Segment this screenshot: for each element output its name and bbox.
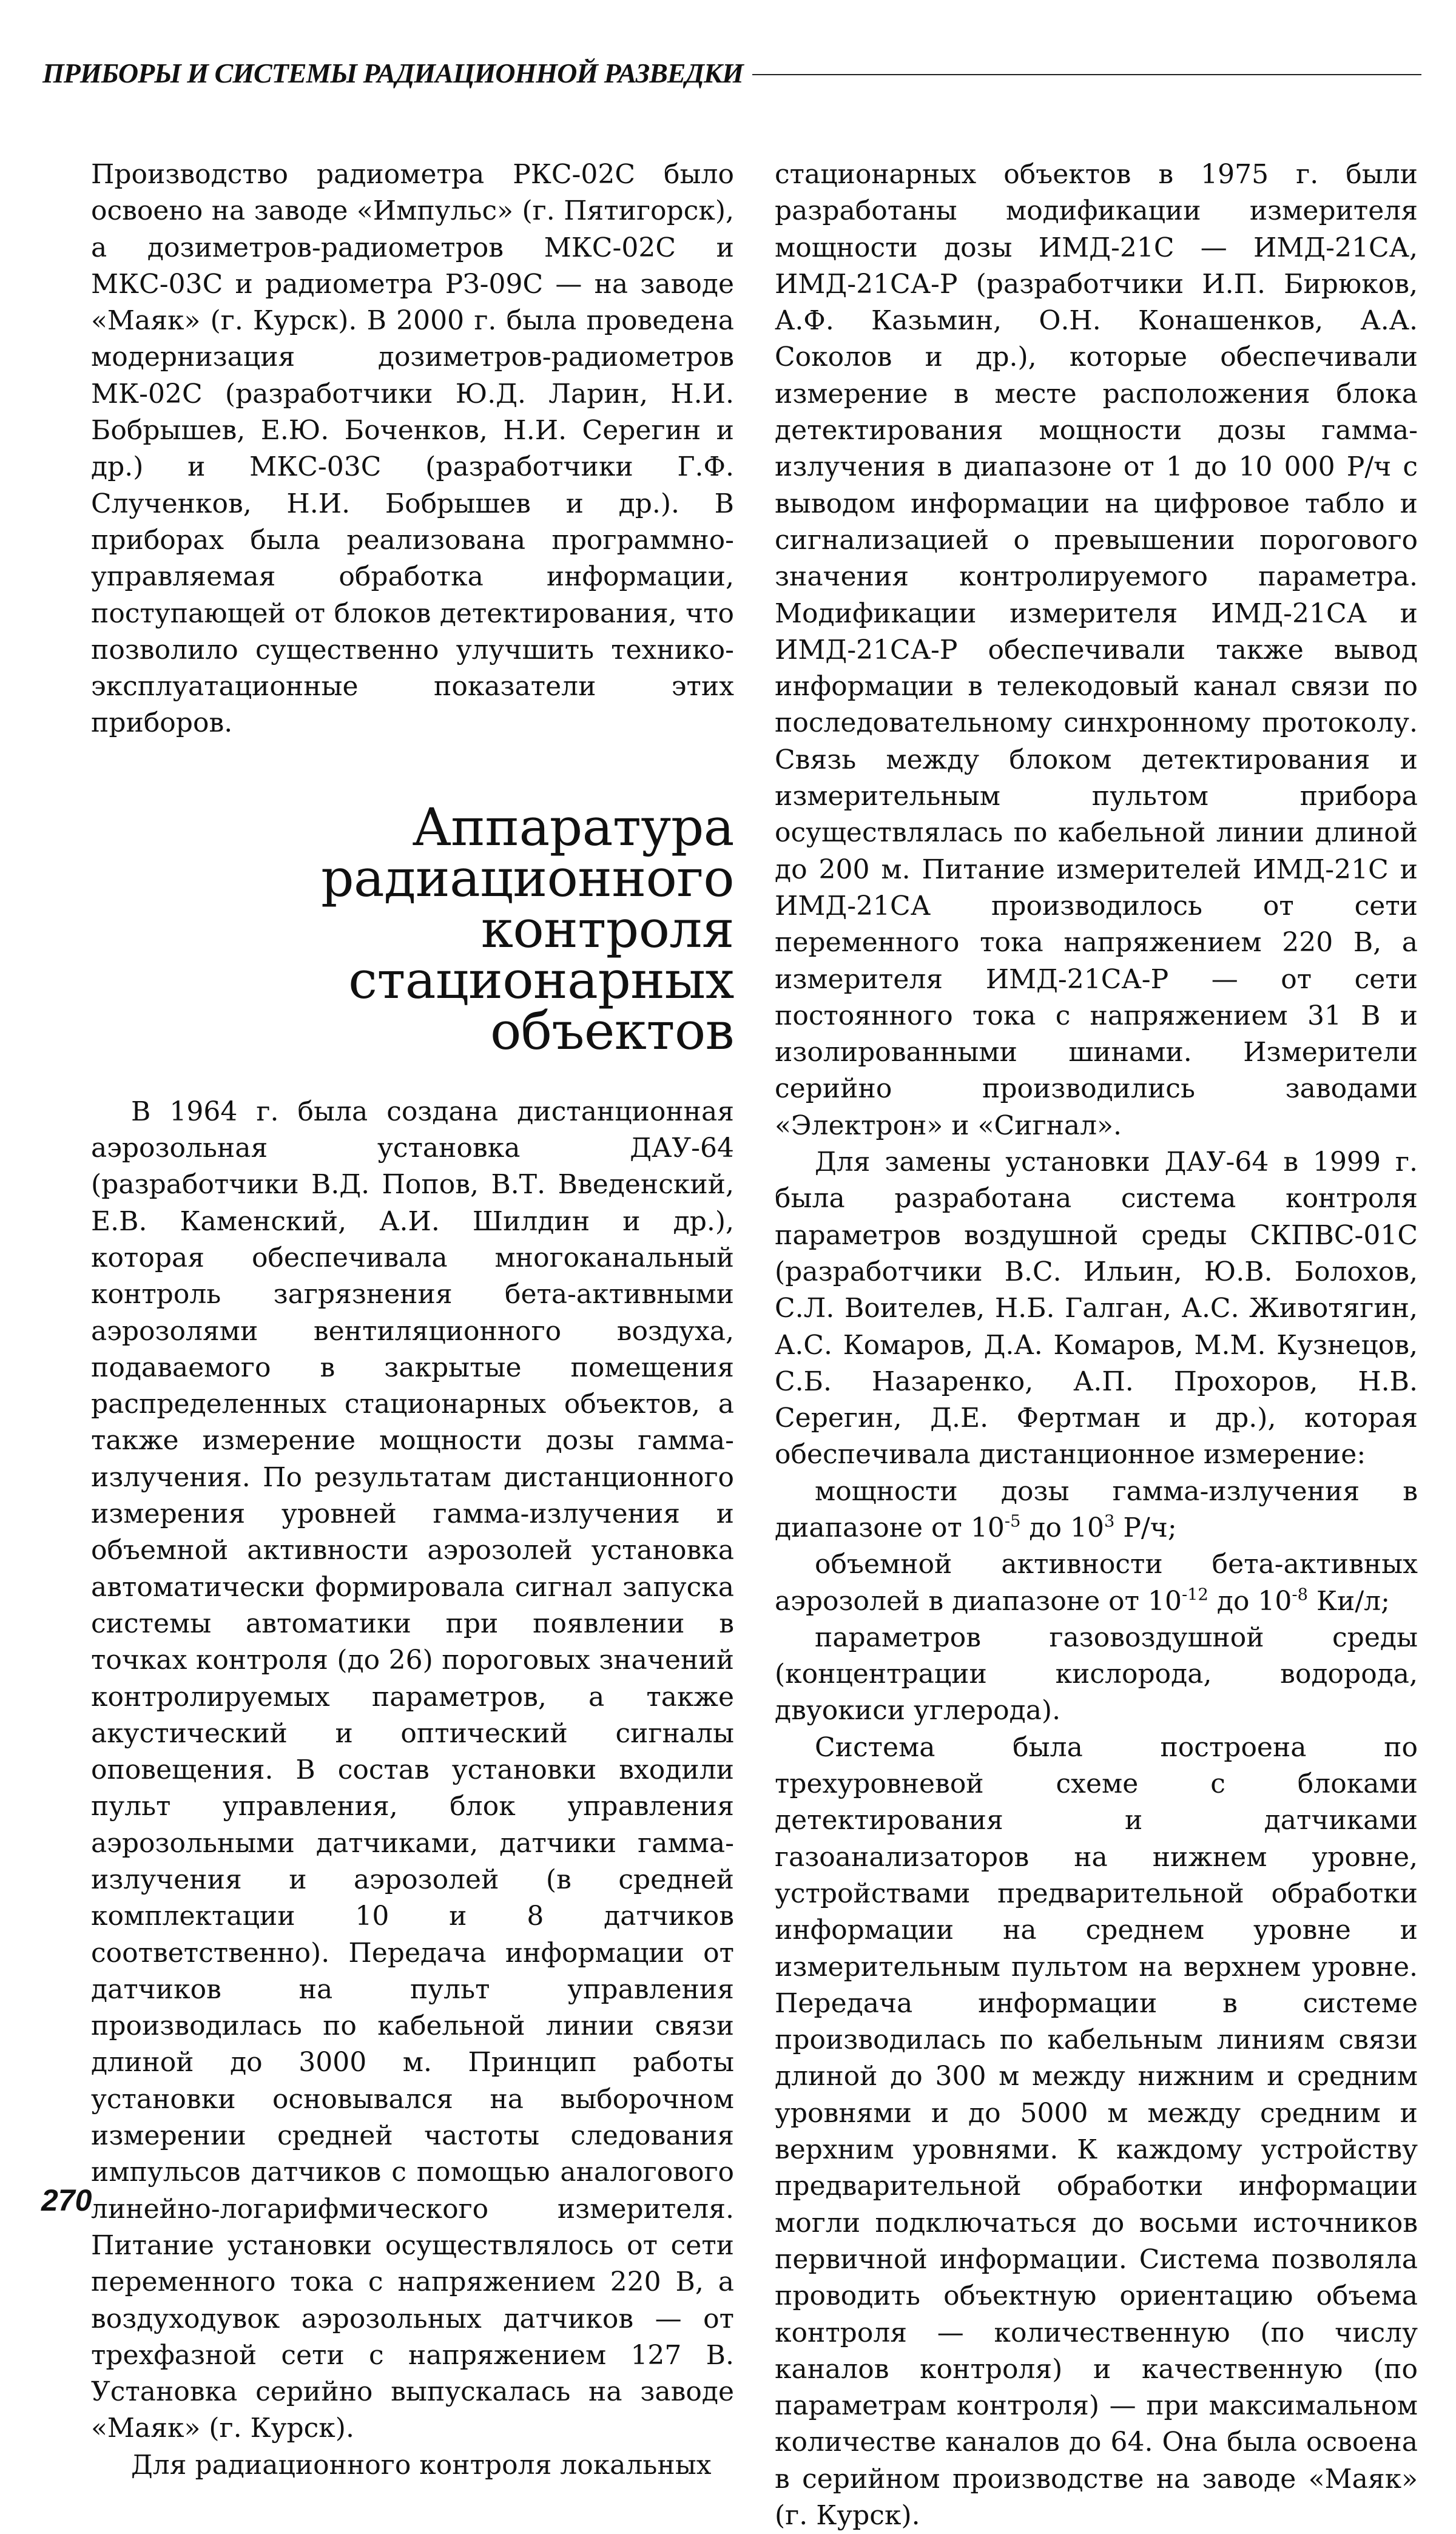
- left-column: [91, 157, 734, 2484]
- section-heading-line-1: Аппаратура: [412, 797, 734, 858]
- activity-text-before: объемной активности бета-активных аэрозолей в диапазоне от 10: [775, 1549, 1418, 1617]
- list-item-dose-rate: [775, 1474, 1418, 1547]
- local-control-paragraph-start: Для радиационного контроля локальных: [131, 2449, 712, 2481]
- activity-text-after: Ки/л;: [1307, 1585, 1390, 1617]
- list-item-gas-parameters: параметров газовоздушной среды (концентрации кислорода, водорода, двуокиси углерода).: [775, 1622, 1418, 1727]
- section-heading-line-3: стационарных объектов: [348, 950, 734, 1062]
- dose-text-before: мощности дозы гамма-излучения в диапазоне от 10: [775, 1475, 1418, 1543]
- intro-paragraph: Производство радиометра РКС-02С было освоено на заводе «Импульс» (г. Пятигорск), а дозиметров-радиометров МКС-02С и МКС-03С и радиометра РЗ-09С — на заводе «Маяк» (г. Курск). В 2000 г. была проведена модернизация дозиметров-радиометров МК-02С (разработчики Ю.Д. Ларин, Н.И. Бобрышев, Е.Ю. Боченков, Н.И. Серегин и др.) и МКС-03С (разработчики Г.Ф. Слученков, Н.И. Бобрышев и др.). В приборах была реализована программно-управляемая обработка информации, поступающей от блоков детектирования, что позволило существенно улучшить технико-эксплуатационные показатели этих приборов.: [91, 159, 734, 739]
- activity-exponent-min: -12: [1181, 1585, 1208, 1605]
- dose-exponent-min: -5: [1004, 1512, 1021, 1531]
- skpvs-paragraph: Для замены установки ДАУ-64 в 1999 г. была разработана система контроля параметров воздушной среды СКПВС-01С (разработчики В.С. Ильин, Ю.В. Болохов, С.Л. Воителев, Н.Б. Галган, А.С. Животягин, А.С. Комаров, Д.А. Комаров, М.М. Кузнецов, С.Б. Назаренко, А.П. Прохоров, Н.В. Серегин, Д.Е. Фертман и др.), которая обеспечивала дистанционное измерение:: [775, 1147, 1418, 1471]
- dau-64-paragraph: В 1964 г. была создана дистанционная аэрозольная установка ДАУ-64 (разработчики В.Д. Попов, В.Т. Введенский, Е.В. Каменский, А.И. Шилдин и др.), которая обеспечивала многоканальный контроль загрязнения бета-активными аэрозолями вентиляционного воздуха, подаваемого в закрытые помещения распределенных стационарных объектов, а также измерение мощности дозы гамма-излучения. По результатам дистанционного измерения уровней гамма-излучения и объемной активности аэрозолей установка автоматически формировала сигнал запуска системы автоматики при появлении в точках контроля (до 26) пороговых значений контролируемых параметров, а также акустический и оптический сигналы оповещения. В состав установки входили пульт управления, блок управления аэрозольными датчиками, датчики гамма-излучения и аэрозолей (в средней комплектации 10 и 8 датчиков соответственно). Передача информации от датчиков на пульт управления производилась по кабельной линии связи длиной до 3000 м. Принцип работы установки основывался на выборочном измерении средней частоты следования импульсов датчиков с помощью аналогового линейно-логарифмического измерителя. Питание установки осуществлялось от сети переменного тока с напряжением 220 В, а воздуходувок аэрозольных датчиков — от трехфазной сети с напряжением 127 В. Установка серийно выпускалась на заводе «Маяк» (г. Курск).: [91, 1096, 734, 2444]
- dose-exponent-max: 3: [1104, 1512, 1115, 1531]
- dose-text-after: Р/ч;: [1114, 1512, 1177, 1543]
- header-rule: [752, 74, 1421, 75]
- list-item-aerosol-activity: [775, 1546, 1418, 1620]
- imd-paragraph: стационарных объектов в 1975 г. были разработаны модификации измерителя мощности дозы ИМД-21С — ИМД-21СА, ИМД-21СА-Р (разработчики И.П. Бирюков, А.Ф. Казьмин, О.Н. Конашенков, А.А. Соколов и др.), которые обеспечивали измерение в месте расположения блока детектирования мощности дозы гамма-излучения в диапазоне от 1 до 10 000 Р/ч с выводом информации на цифровое табло и сигнализацией о превышении порогового значения контролируемого параметра. Модификации измерителя ИМД-21СА и ИМД-21СА-Р обеспечивали также вывод информации в телекодовый канал связи по последовательному синхронному протоколу. Связь между блоком детектирования и измерительным пультом прибора осуществлялась по кабельной линии длиной до 200 м. Питание измерителей ИМД-21С и ИМД-21СА производилось от сети переменного тока напряжением 220 В, а измерителя ИМД-21СА-Р — от сети постоянного тока с напряжением 31 В и изолированными шинами. Измерители серийно производились заводами «Электрон» и «Сигнал».: [775, 159, 1418, 1141]
- section-heading: [91, 797, 734, 1062]
- activity-exponent-max: -8: [1292, 1585, 1308, 1605]
- running-header-title: ПРИБОРЫ И СИСТЕМЫ РАДИАЦИОННОЙ РАЗВЕДКИ: [42, 58, 743, 89]
- activity-text-middle: до 10: [1208, 1585, 1292, 1617]
- right-column: [775, 157, 1418, 2534]
- dose-text-middle: до 10: [1020, 1512, 1104, 1543]
- page-number: 270: [41, 2183, 92, 2217]
- system-architecture-paragraph: Система была построена по трехуровневой схеме с блоками детектирования и датчиками газоанализаторов на нижнем уровне, устройствами предварительной обработки информации на среднем уровне и измерительным пультом на верхнем уровне. Передача информации в системе производилась по кабельным линиям связи длиной до 300 м между нижним и средним уровнями и до 5000 м между средним и верхним уровнями. К каждому устройству предварительной обработки информации могли подключаться до восьми источников первичной информации. Система позволяла проводить объектную ориентацию объема контроля — количественную (по числу каналов контроля) и качественную (по параметрам контроля) — при максимальном количестве каналов до 64. Она была освоена в серийном производстве на заводе «Маяк» (г. Курск).: [775, 1731, 1418, 2531]
- section-heading-line-2: радиационного контроля: [321, 848, 734, 960]
